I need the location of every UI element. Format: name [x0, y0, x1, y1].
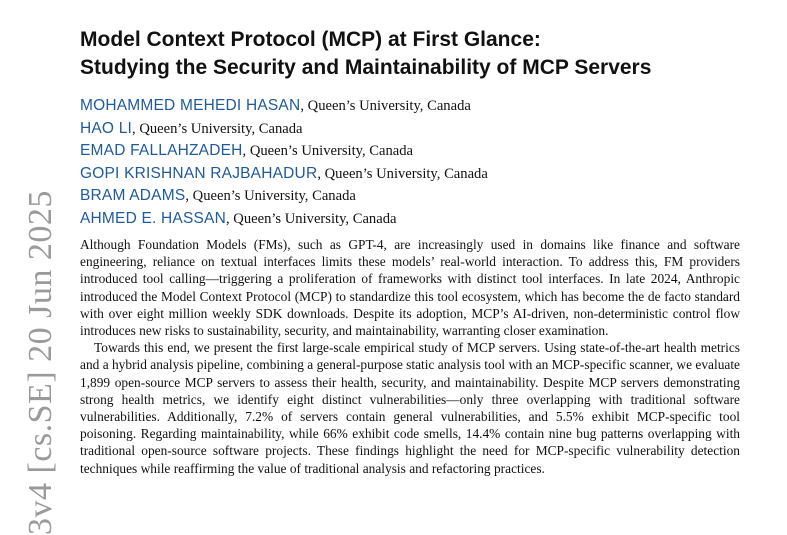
abstract-paragraph-1: Although Foundation Models (FMs), such as GPT-4, are increasingly used in domains like finance and software engineering, reliance on textual interfaces limits these models’ real-world interaction. To address this, FM providers introduced tool calling—triggering a proliferation of frameworks with distinct tool interfaces. In late 2024, Anthropic introduced the Model Context Protocol (MCP) to standardize this tool ecosystem, which has become the de facto standard with over eight million weekly SDK downloads. Despite its adoption, MCP’s AI-driven, non-deterministic control flow introduces new risks to sustainability, security, and maintainability, warranting closer examination.: [80, 237, 740, 339]
author-entry: [80, 163, 488, 186]
author-name[interactable]: HAO LI: [80, 119, 133, 137]
author-name[interactable]: AHMED E. HASSAN: [80, 209, 226, 227]
author-entry: [80, 95, 488, 118]
title-line-1: Model Context Protocol (MCP) at First Glance:: [80, 28, 541, 51]
title-line-2: Studying the Security and Maintainability of MCP Servers: [80, 56, 652, 79]
author-affiliation: , Queen’s University, Canada: [317, 165, 488, 182]
author-entry: [80, 208, 488, 231]
author-entry: [80, 140, 488, 163]
author-entry: [80, 185, 488, 208]
author-list: [80, 95, 488, 231]
abstract-paragraph-2: Towards this end, we present the first large-scale empirical study of MCP servers. Using state-of-the-art health metrics and a hybrid analysis pipeline, combining a general-purpose static analysis tool with an MCP-specific scanner, we evaluate 1,899 open-source MCP servers to assess their health, security, and maintainability. Despite MCP servers demonstrating strong health metrics, we identify eight distinct vulnerabilities—only three overlapping with traditional software vulnerabilities. Additionally, 7.2% of servers contain general vulnerabilities, and 5.5% exhibit MCP-specific tool poisoning. Regarding maintainability, while 66% exhibit code smells, 14.4% contain nine bug patterns overlapping with traditional open-source software projects. These findings highlight the need for MCP-specific vulnerability detection techniques while reaffirming the value of traditional analysis and refactoring practices.: [80, 340, 740, 476]
abstract: [80, 236, 740, 477]
author-affiliation: , Queen’s University, Canada: [225, 210, 397, 227]
author-name[interactable]: EMAD FALLAHZADEH: [80, 142, 243, 160]
author-name[interactable]: GOPI KRISHNAN RAJBAHADUR: [80, 164, 318, 182]
author-affiliation: , Queen’s University, Canada: [300, 98, 471, 114]
paper-title: [80, 26, 651, 82]
author-name[interactable]: BRAM ADAMS: [80, 187, 186, 205]
author-affiliation: , Queen’s University, Canada: [185, 188, 356, 205]
arxiv-identifier-stamp: 3v4 [cs.SE] 20 Jun 2025: [22, 190, 59, 535]
author-entry: [80, 118, 488, 141]
author-name[interactable]: MOHAMMED MEHEDI HASAN: [80, 97, 301, 114]
author-affiliation: , Queen’s University, Canada: [132, 120, 303, 137]
author-affiliation: , Queen’s University, Canada: [242, 143, 414, 160]
